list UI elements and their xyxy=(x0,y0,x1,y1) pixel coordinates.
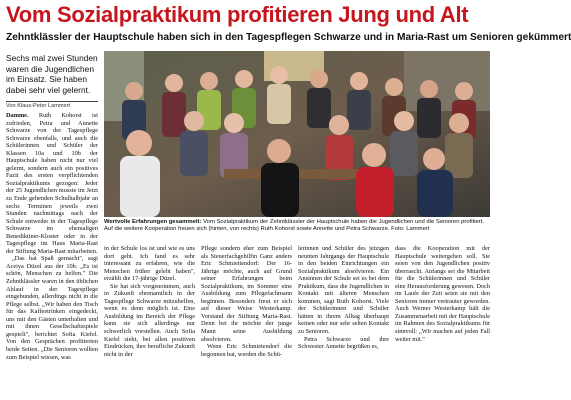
column-2-paragraph-2: Sie hat sich vorgenommen, auch in Zukunft ehrenamtlich in der Tagespflege Schwarze mitzuhelfen, wenn es denn möglich ist. Eine Ausbildung im Bereich der Pflege kann sie sich allerdings nur schwerlich vorstellen. Auch Sofia Kiefel sieht, bei allen positiven Eindrücken, ihre berufliche Zukunft nicht in der xyxy=(104,282,195,358)
headline: Vom Sozialpraktikum profitieren Jung und Alt xyxy=(6,2,469,27)
column-1-text-1: Ruth Kohorst ist zufrieden, Petra und Annette Schwarze von der Tagespflege Schwarze ebenfalls, und auch die Schülerinnen und Schüler der Klassen 10a und 10b der Hauptschule haben nicht nur viel gelernt, sondern auch ein positives Fazit des ersten verpflichtenden Sozialpraktikums gezogen: Jeder der 25 Jugendlichen musste im Jetzt zu Ende gehenden Schulhalbjahr an sechs Terminen jeweils zwei Stunden nachmittags nach der Schule entweder in der Tagespflege Schwarze im ehemaligen Benediktiner-Kloster oder in der Tagespflege im Haus Maria-Rast der Stiftung Maria-Rast mitarbeiten. xyxy=(6,112,99,255)
article-column-4 xyxy=(298,245,389,351)
group-photo xyxy=(104,51,490,217)
author-byline: Von Klaus-Peter Lammert xyxy=(6,101,98,109)
subheadline: Zehntklässler der Hauptschule haben sich in den Tagespflegen Schwarze und in Maria-Rast um Senioren gekümmert xyxy=(6,32,571,43)
caption-text: Vom Sozialpraktikum der Zehntklässler der Hauptschule haben die Jugendlichen und die Senioren profitiert. Auf die weitere Kooperation freuen sich (hinten, von rechts) Ruth Kohorst sowie Annette und Petra Schwarze. Foto: Lammert xyxy=(104,219,485,232)
column-5-paragraph-1: dass die Kooperation mit der Hauptschule weitergehen soll. Sie seien von den Jugendlichen positiv überrascht. Anfangs sei die Mitarbeit für die Schülerinnen und Schüler eine Herausforderung gewesen. Doch im Laufe der Zeit seien sie mit den Senioren immer vertrauter geworden. Auch Werner Westerkamp hält die Zusammenarbeit mit der Hauptschule im Rahmen des Sozialpraktikums für sinnvoll: „Wir machen auf jeden Fall weiter mit." xyxy=(395,245,490,343)
teaser: Sechs mal zwei Stunden waren die Jugendlichen im Einsatz. Sie haben dabei sehr viel gelernt. xyxy=(6,53,98,95)
article-column-5 xyxy=(395,245,490,343)
column-4-paragraph-2: Petra Schwarze und ihre Schwester Annette begrüßen es, xyxy=(298,335,389,351)
dateline: Damme. xyxy=(6,112,29,119)
article-column-2 xyxy=(104,245,195,358)
photo-caption xyxy=(104,219,490,233)
column-3-paragraph-1: Pflege sondern eher zum Beispiel als Steuerfachgehilfin Ganz anders Eric Schmiettendorf: Der 16-Jährige möchte, auch auf Grund seiner Erfahrungen beim Sozialpraktikum, im Sommer eine Ausbildung zum Pflegefachmann beginnen. Besonders freut er sich auf dieser Weise Westerkamp. Vorstand der Stiftung Maria-Rast. Denn bei ihr möchte der junge Mann seine Ausbildung absolvieren. xyxy=(201,245,292,343)
column-2-paragraph-1: in der Schule los ist und wie es uns dort geht. Ich fand es sehr interessant zu erfahren, wie die Menschen früher gelebt haben", erzählt die 17-jährige Düzel. xyxy=(104,245,195,283)
column-1-paragraph-1 xyxy=(6,112,98,255)
article-column-1 xyxy=(6,112,98,361)
column-4-paragraph-1: lerinnen und Schüler des jetzigen neunten Jahrgangs der Hauptschule in den beiden Einrichtungen ein Sozialpraktikum absolvieren. Ein Ansinnen der Schule sei es bei dem Praktikum, dass die Jugendlichen in Kontakt mit älteren Menschen kommen, sagt Ruth Kohorst. Viele der Schülerinnen und Schüler hätten in ihrem Alltag überhaupt keinen oder nur sehr selten Kontakt zu Senioren. xyxy=(298,245,389,336)
column-3-paragraph-2: Wenn Eric Schmietendorf die begonnen hat, werden die Schü- xyxy=(201,343,292,358)
column-1-paragraph-2: „Das hat Spaß gemacht", sagt Aceiya Düzel aus der 10b. „Es ist schön, Menschen zu helfen." Die Zehntklässler waren in den üblichen Ablauf in der Tagespflege eingebunden, allerdings nicht in die Pflege selbst. „Wir haben den Tisch für das Kaffeetrinken eingedeckt, uns mit den Gästen unterhalten und mit ihnen Gesellschaftsspiele gespielt", berichtet Sofia Kiefel. Von den Gesprächen profitierten beide Seiten. „Die Senioren wollten zum Beispiel wissen, was xyxy=(6,255,98,361)
article-column-3 xyxy=(201,245,292,358)
caption-lead: Wertvolle Erfahrungen gesammelt: xyxy=(104,219,202,225)
